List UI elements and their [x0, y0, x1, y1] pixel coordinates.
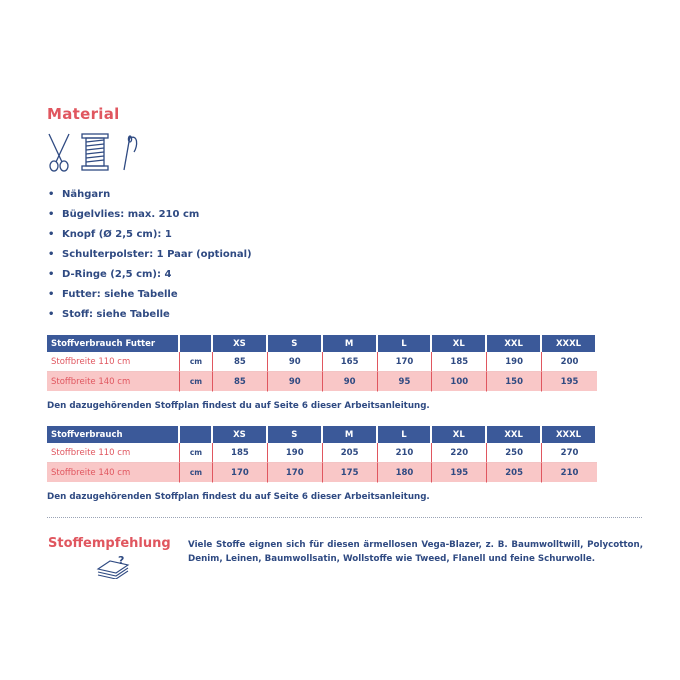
table-cell: 85: [213, 352, 268, 372]
table-header: XXXL: [542, 335, 597, 352]
table-header: XS: [213, 426, 268, 443]
table-cell: 195: [432, 463, 487, 483]
table-header: S: [268, 426, 323, 443]
table-cell: 220: [432, 443, 487, 463]
table-cell: 210: [378, 443, 433, 463]
table-cell: cm: [180, 463, 213, 483]
table-note: Den dazugehörenden Stoffplan findest du auf Seite 6 dieser Arbeitsanleitung.: [47, 492, 430, 502]
list-item: • Schulterpolster: 1 Paar (optional): [48, 248, 252, 268]
thread-spool-icon: [80, 132, 110, 172]
table-header: XXL: [487, 335, 542, 352]
fabric-consumption-table: [47, 426, 597, 483]
list-item: • Stoff: siehe Tabelle: [48, 308, 252, 328]
table-header: [180, 335, 213, 352]
material-tools: [46, 132, 146, 174]
table-header: Stoffverbrauch: [47, 426, 180, 443]
list-item: • Bügelvlies: max. 210 cm: [48, 208, 252, 228]
table-header-row: [47, 426, 597, 443]
table-header: M: [323, 335, 378, 352]
fabric-stack-question-icon: [96, 553, 132, 579]
material-list: [48, 188, 252, 328]
table-cell: cm: [180, 372, 213, 392]
table-note: Den dazugehörenden Stoffplan findest du auf Seite 6 dieser Arbeitsanleitung.: [47, 401, 430, 411]
table-cell: 170: [213, 463, 268, 483]
table-header: [180, 426, 213, 443]
table-header: XS: [213, 335, 268, 352]
table-cell: cm: [180, 352, 213, 372]
table-header-row: [47, 335, 597, 352]
table-cell: 175: [323, 463, 378, 483]
table-cell: 150: [487, 372, 542, 392]
table-cell: 210: [542, 463, 597, 483]
scissors-icon: [46, 132, 72, 172]
table-header: Stoffverbrauch Futter: [47, 335, 180, 352]
table-header: M: [323, 426, 378, 443]
table-cell: Stoffbreite 110 cm: [47, 352, 180, 372]
table-cell: Stoffbreite 110 cm: [47, 443, 180, 463]
table-cell: 190: [268, 443, 323, 463]
table-header: XXXL: [542, 426, 597, 443]
table-cell: 90: [323, 372, 378, 392]
table-cell: 195: [542, 372, 597, 392]
recommendation-title: Stoffempfehlung: [48, 536, 171, 551]
list-item: • D-Ringe (2,5 cm): 4: [48, 268, 252, 288]
table-row: [47, 443, 597, 463]
table-cell: 165: [323, 352, 378, 372]
svg-text:?: ?: [118, 554, 125, 567]
table-cell: Stoffbreite 140 cm: [47, 372, 180, 392]
table-cell: 190: [487, 352, 542, 372]
material-heading: Material: [47, 105, 120, 123]
table-cell: Stoffbreite 140 cm: [47, 463, 180, 483]
table-header: S: [268, 335, 323, 352]
table-cell: 205: [487, 463, 542, 483]
table-header: XL: [432, 426, 487, 443]
table-cell: 185: [213, 443, 268, 463]
table-cell: 205: [323, 443, 378, 463]
table-header: XL: [432, 335, 487, 352]
dotted-divider: [47, 517, 642, 518]
table-cell: 170: [268, 463, 323, 483]
list-item: • Knopf (Ø 2,5 cm): 1: [48, 228, 252, 248]
table-cell: 95: [378, 372, 433, 392]
table-cell: 200: [542, 352, 597, 372]
recommendation-text: Viele Stoffe eignen sich für diesen ärmellosen Vega-Blazer, z. B. Baumwolltwill, Polycotton, Denim, Leinen, Baumwollsatin, Wollstoffe wie Tweed, Flanell und feine Schurwolle.: [188, 540, 643, 564]
table-header: L: [378, 335, 433, 352]
table-header: XXL: [487, 426, 542, 443]
table-cell: 170: [378, 352, 433, 372]
list-item: • Futter: siehe Tabelle: [48, 288, 252, 308]
table-row: [47, 352, 597, 372]
lining-consumption-table: [47, 335, 597, 392]
table-header: L: [378, 426, 433, 443]
needle-icon: [118, 132, 140, 172]
table-row: [47, 372, 597, 392]
table-cell: 100: [432, 372, 487, 392]
table-cell: 250: [487, 443, 542, 463]
table-cell: 90: [268, 372, 323, 392]
table-row: [47, 463, 597, 483]
list-item: • Nähgarn: [48, 188, 252, 208]
table-cell: 270: [542, 443, 597, 463]
table-cell: 85: [213, 372, 268, 392]
table-cell: 185: [432, 352, 487, 372]
table-cell: 180: [378, 463, 433, 483]
table-cell: 90: [268, 352, 323, 372]
table-cell: cm: [180, 443, 213, 463]
